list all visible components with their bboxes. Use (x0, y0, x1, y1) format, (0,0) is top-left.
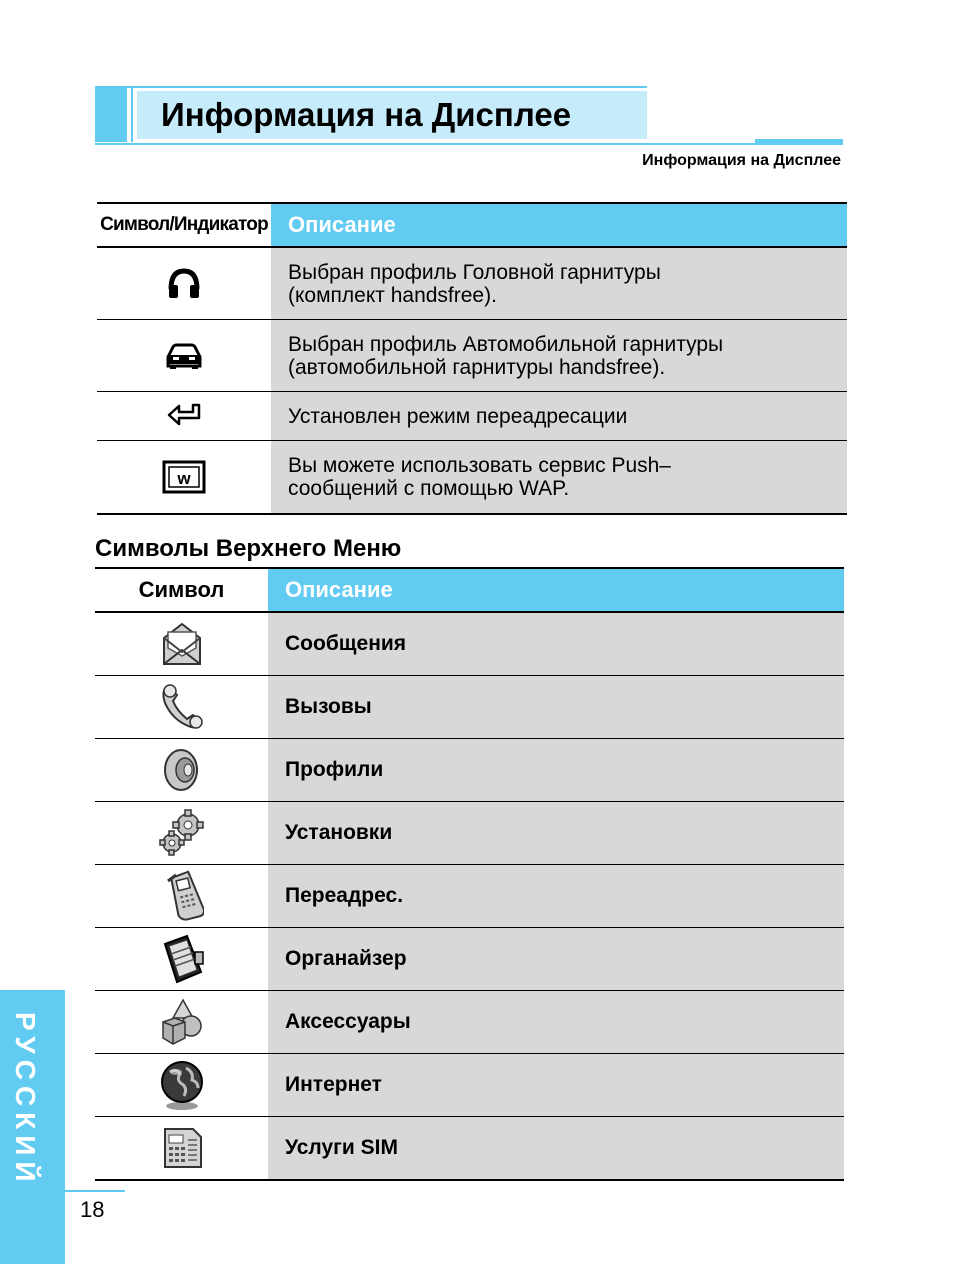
menu-label: Профили (268, 739, 844, 801)
menu-label: Услуги SIM (268, 1117, 844, 1179)
table-row (97, 248, 847, 320)
call-forward-icon (97, 392, 271, 440)
shapes-icon (95, 991, 268, 1053)
menu-label: Органайзер (268, 928, 844, 990)
menu-label: Интернет (268, 1054, 844, 1116)
menu-label: Вызовы (268, 676, 844, 738)
table-row (95, 1054, 844, 1117)
svg-text:w: w (177, 469, 191, 488)
globe-icon (95, 1054, 268, 1116)
table-row (97, 320, 847, 392)
section-heading: Символы Верхнего Меню (95, 535, 402, 562)
description-line: Вы можете использовать сервис Push– (288, 454, 671, 477)
table-row (95, 865, 844, 928)
car-icon (97, 320, 271, 391)
table-row (95, 802, 844, 865)
phone-handset-icon (95, 676, 268, 738)
menu-symbols-table (95, 567, 844, 1181)
organizer-icon (95, 928, 268, 990)
table-row (95, 1117, 844, 1181)
page-title-block (95, 88, 647, 142)
table-row (95, 676, 844, 739)
table-row (97, 441, 847, 515)
title-accent-box (95, 88, 133, 142)
description-line: Выбран профиль Головной гарнитуры (288, 260, 661, 284)
language-label: РУССКИЙ (10, 1012, 41, 1188)
col-description-header: Описание (271, 204, 847, 246)
indicators-table (97, 202, 847, 515)
running-header: Информация на Дисплее (642, 152, 841, 169)
sim-card-icon (95, 1117, 268, 1179)
mobile-phone-icon (95, 865, 268, 927)
description-line: Установлен режим переадресации (288, 404, 628, 428)
table-header (97, 202, 847, 248)
table-row (95, 613, 844, 676)
table-header (95, 567, 844, 613)
table-row (95, 991, 844, 1054)
col-symbol-header: Символ/Индикатор (100, 214, 268, 235)
menu-label: Переадрес. (268, 865, 844, 927)
menu-label: Сообщения (268, 613, 844, 675)
gears-icon (95, 802, 268, 864)
speaker-icon (95, 739, 268, 801)
page-number-rule (65, 1190, 125, 1192)
headset-icon (97, 248, 271, 319)
menu-label: Установки (268, 802, 844, 864)
col-symbol-header: Символ (138, 577, 225, 602)
page-number: 18 (80, 1197, 105, 1222)
envelope-icon (95, 613, 268, 675)
table-row (95, 739, 844, 802)
col-description-header: Описание (268, 569, 844, 611)
menu-label: Аксессуары (268, 991, 844, 1053)
description-line: Выбран профиль Автомобильной гарнитуры (288, 332, 724, 356)
table-row (95, 928, 844, 991)
description-line: сообщений с помощью WAP. (288, 477, 570, 500)
table-row (97, 392, 847, 441)
description-line: (комплект handsfree). (288, 283, 497, 307)
page-title: Информация на Дисплее (161, 96, 572, 133)
wap-push-icon (97, 441, 271, 513)
title-underline (95, 143, 843, 145)
description-line: (автомобильной гарнитуры handsfree). (288, 355, 666, 379)
title-underline-accent (755, 139, 843, 145)
